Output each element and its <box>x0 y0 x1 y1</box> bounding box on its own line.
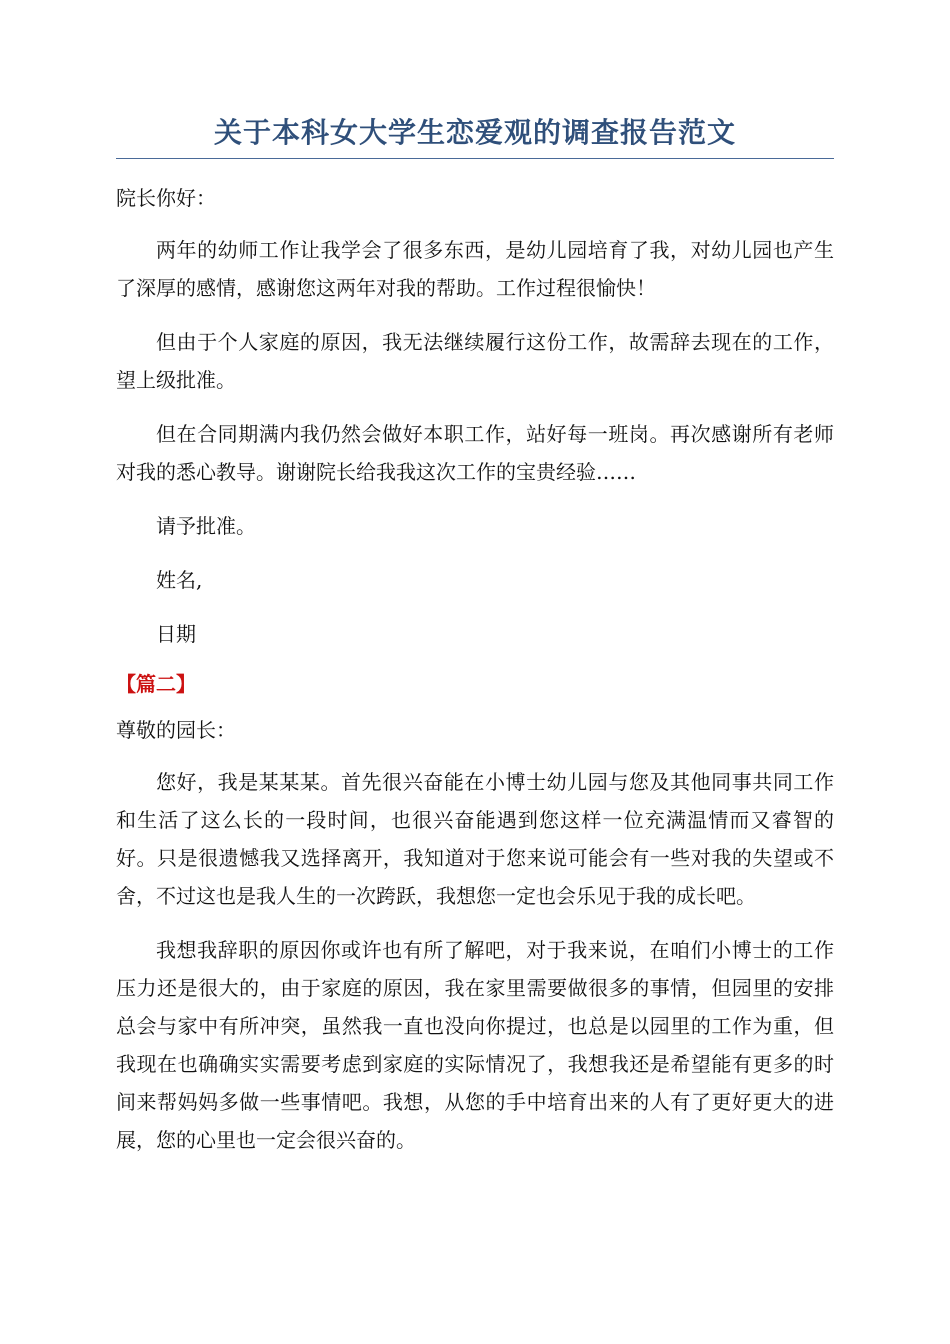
paragraph: 但在合同期满内我仍然会做好本职工作，站好每一班岗。再次感谢所有老师对我的悉心教导。谢谢院长给我我这次工作的宝贵经验…… <box>116 422 834 484</box>
signature-name: 姓名, <box>156 568 203 592</box>
document-title: 关于本科女大学生恋爱观的调查报告范文 <box>116 110 834 159</box>
document-page <box>116 110 834 1159</box>
salutation-1: 院长你好： <box>116 186 216 210</box>
paragraph: 您好，我是某某某。首先很兴奋能在小博士幼儿园与您及其他同事共同工作和生活了这么长的一段时间，也很兴奋能遇到您这样一位充满温情而又睿智的好。只是很遗憾我又选择离开，我知道对于您来说可能会有一些对我的失望或不舍，不过这也是我人生的一次跨跃，我想您一定也会乐见于我的成长吧。 <box>116 770 834 908</box>
paragraph: 两年的幼师工作让我学会了很多东西，是幼儿园培育了我，对幼儿园也产生了深厚的感情，感谢您这两年对我的帮助。工作过程很愉快！ <box>116 238 834 300</box>
section-heading: 【篇二】 <box>116 672 196 696</box>
paragraph: 我想我辞职的原因你或许也有所了解吧，对于我来说，在咱们小博士的工作压力还是很大的，由于家庭的原因，我在家里需要做很多的事情，但园里的安排总会与家中有所冲突，虽然我一直也没向你提过，也总是以园里的工作为重，但我现在也确确实实需要考虑到家庭的实际情况了，我想我还是希望能有更多的时间来帮妈妈多做一些事情吧。我想，从您的手中培育出来的人有了更好更大的进展，您的心里也一定会很兴奋的。 <box>116 938 834 1152</box>
paragraph: 但由于个人家庭的原因，我无法继续履行这份工作，故需辞去现在的工作，望上级批准。 <box>116 330 834 392</box>
signature-date: 日期 <box>156 622 196 646</box>
closing-line: 请予批准。 <box>156 514 256 538</box>
salutation-2: 尊敬的园长： <box>116 718 236 742</box>
document-body <box>116 179 834 1159</box>
